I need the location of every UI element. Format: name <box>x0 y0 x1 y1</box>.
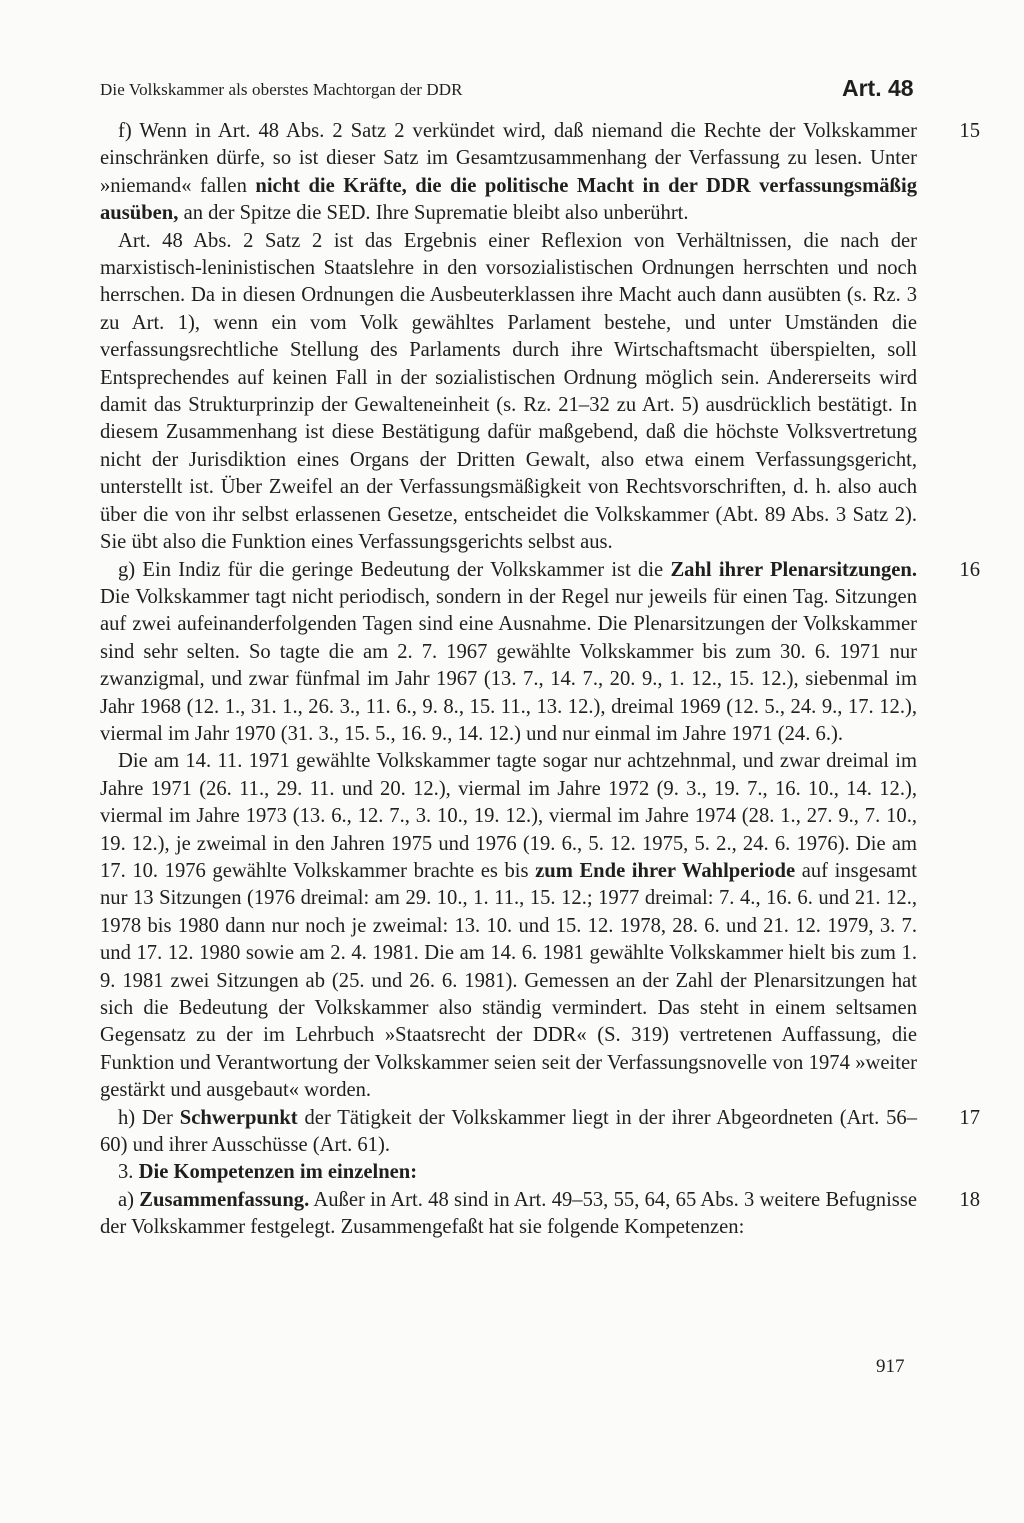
bold-phrase: zum Ende ihrer Wahlperiode <box>535 859 796 882</box>
margin-number: 16 <box>959 558 980 581</box>
text-run: 3. <box>118 1161 139 1184</box>
paragraph <box>100 1105 980 1160</box>
text-run: a) <box>118 1188 140 1211</box>
paragraph <box>100 228 917 557</box>
page-number: 917 <box>876 1356 905 1377</box>
paragraph <box>100 1187 980 1242</box>
paragraph <box>100 748 917 1104</box>
text-run: h) Der <box>118 1106 180 1129</box>
text-run: an der Spitze die SED. Ihre Suprematie bleibt also unberührt. <box>178 202 689 225</box>
bold-phrase: Zahl ihrer Plenarsitzungen. <box>670 558 917 581</box>
paragraph <box>100 557 980 749</box>
paragraph <box>100 1159 917 1186</box>
running-head-title: Die Volkskammer als oberstes Machtorgan der DDR <box>100 80 463 99</box>
paragraph <box>100 118 980 228</box>
margin-number: 17 <box>959 1106 980 1129</box>
text-run: Die Volkskammer tagt nicht periodisch, sondern in der Regel nur jeweils für einen Tag. Sitzungen auf zwei aufeinanderfolgenden Tagen sind eine Ausnahme. Die Plenarsitzungen der Volkskammer sind sehr selten. So tagte die am 2. 7. 1967 gewählte Volkskammer bis zum 30. 6. 1971 nur zwanzigmal, und zwar fünfmal im Jahr 1967 (13. 7., 14. 7., 20. 9., 1. 12., 15. 12.), siebenmal im Jahr 1968 (12. 1., 31. 1., 26. 3., 11. 6., 9. 8., 15. 11., 13. 12.), dreimal 1969 (12. 5., 24. 9., 17. 12.), viermal im Jahr 1970 (31. 3., 15. 5., 16. 9., 14. 12.) und nur einmal im Jahre 1971 (24. 6.). <box>100 585 917 745</box>
margin-number: 18 <box>959 1188 980 1211</box>
text-run: Art. 48 Abs. 2 Satz 2 ist das Ergebnis einer Reflexion von Verhältnissen, die nach der marxistisch-leninistischen Staatslehre in den vorsozialistischen Ordnungen herrschten und noch herrschen. Da in diesen Ordnungen die Ausbeuterklassen ihre Macht auch dann ausübten (s. Rz. 3 zu Art. 1), wenn ein vom Volk gewähltes Parlament bestehe, und unter Umständen die verfassungsrechtliche Stellung des Parlaments durch ihre Wirtschaftsmacht überspielten, soll Entsprechendes auf keinen Fall in der sozialistischen Ordnung möglich sein. Andererseits wird damit das Strukturprinzip der Gewalteneinheit (s. Rz. 21–32 zu Art. 5) ausdrücklich bestätigt. In diesem Zusammenhang ist diese Bestätigung dafür maßgebend, daß die höchste Volksvertretung nicht der Jurisdiktion eines Organs der Dritten Gewalt, also etwa einem Verfassungsgericht, unterstellt ist. Über Zweifel an der Verfassungsmäßigkeit von Rechtsvorschriften, d. h. also auch über die von ihr selbst erlassenen Gesetze, entscheidet die Volkskammer (Abt. 89 Abs. 3 Satz 2). Sie übt also die Funktion eines Verfassungsgerichts selbst aus. <box>100 229 917 554</box>
text-run: der Tätigkeit der Volkskammer liegt in der ihrer Abgeordneten (Art. 56–60) und ihrer Ausschüsse (Art. 61). <box>100 1106 918 1157</box>
margin-number: 15 <box>959 120 980 142</box>
article-label: Art. 48 <box>842 75 914 101</box>
text-run: g) Ein Indiz für die geringe Bedeutung der Volkskammer ist die <box>118 558 671 581</box>
text-run: Außer in Art. 48 sind in Art. 49–53, 55, 64, 65 Abs. 3 weitere Befugnisse der Volkskammer festgelegt. Zusammengefaßt hat sie folgende Kompetenzen: <box>100 1188 917 1239</box>
text-run: f) Wenn in Art. 48 Abs. 2 Satz 2 verkündet wird, daß niemand die Rechte der Volkskammer einschränken dürfe, so ist dieser Satz im Gesamtzusammenhang der Verfassung zu lesen. Unter »niemand« fallen <box>100 120 917 197</box>
text-run: auf insgesamt nur 13 Sitzungen (1976 dreimal: am 29. 10., 1. 11., 15. 12.; 1977 dreimal: 7. 4., 16. 6. und 21. 12., 1978 bis 1980 dann nur noch je zweimal: 13. 10. und 15. 12. 1978, 28. 6. und 21. 12. 1979, 3. 7. und 17. 12. 1980 sowie am 2. 4. 1981. Die am 14. 6. 1981 gewählte Volkskammer hielt bis zum 1. 9. 1981 zwei Sitzungen ab (25. und 26. 6. 1981). Gemessen an der Zahl der Plenarsitzungen hat sich die Bedeutung der Volkskammer also ständig vermindert. Das steht in einem seltsamen Gegensatz zu der im Lehrbuch »Staatsrecht der DDR« (S. 319) vertretenen Auffassung, die Funktion und Verantwortung der Volkskammer seien seit der Verfassungsnovelle von 1974 »weiter gestärkt und ausgebaut« worden. <box>100 859 917 1102</box>
text-run: Die am 14. 11. 1971 gewählte Volkskammer tagte sogar nur achtzehnmal, und zwar dreimal im Jahre 1971 (26. 11., 29. 11. und 20. 12.), viermal im Jahre 1972 (9. 3., 19. 7., 16. 10., 14. 12.), viermal im Jahre 1973 (13. 6., 12. 7., 3. 10., 19. 12.), viermal im Jahre 1974 (28. 1., 27. 9., 7. 10., 19. 12.), je zweimal in den Jahren 1975 und 1976 (19. 6., 5. 12. 1975, 5. 2., 24. 6. 1976). Die am 17. 10. 1976 gewählte Volkskammer brachte es bis <box>100 750 917 882</box>
body-text <box>100 118 980 1242</box>
bold-phrase: Schwerpunkt <box>179 1106 298 1129</box>
bold-phrase: Die Kompetenzen im einzelnen: <box>138 1161 418 1184</box>
bold-phrase: nicht die Kräfte, die die politische Macht in der DDR verfassungsmäßig ausüben, <box>100 174 917 225</box>
bold-phrase: Zusammenfassung. <box>139 1188 310 1211</box>
